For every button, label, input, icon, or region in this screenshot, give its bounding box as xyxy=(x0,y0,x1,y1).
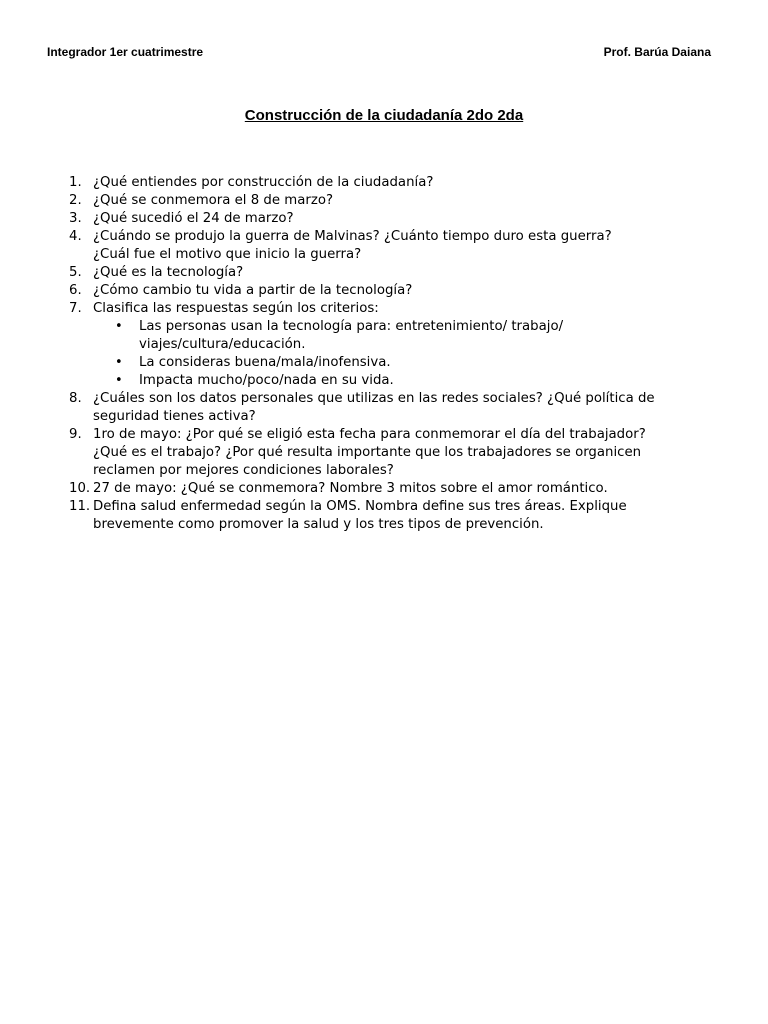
question-text: ¿Qué entiendes por construcción de la ciudadanía? xyxy=(93,175,434,190)
question-text: ¿Qué se conmemora el 8 de marzo? xyxy=(93,193,334,208)
bullet-text: Las personas usan la tecnología para: entretenimiento/ trabajo/ xyxy=(139,319,564,334)
bullet-item xyxy=(93,318,703,354)
question-text: reclamen por mejores condiciones laborales? xyxy=(93,463,394,478)
bullet-icon: • xyxy=(115,355,123,370)
list-item xyxy=(69,282,703,300)
bullet-text: viajes/cultura/educación. xyxy=(139,337,306,352)
list-item xyxy=(69,264,703,282)
list-number: 4. xyxy=(69,229,82,244)
question-text: ¿Qué sucedió el 24 de marzo? xyxy=(93,211,294,226)
bullet-list xyxy=(93,318,703,390)
question-text: ¿Qué es el trabajo? ¿Por qué resulta importante que los trabajadores se organicen xyxy=(93,445,642,460)
question-text: ¿Cuándo se produjo la guerra de Malvinas? ¿Cuánto tiempo duro esta guerra? xyxy=(93,229,612,244)
list-item xyxy=(69,174,703,192)
question-text: 1ro de mayo: ¿Por qué se eligió esta fecha para conmemorar el día del trabajador? xyxy=(93,427,646,442)
header-course: Integrador 1er cuatrimestre xyxy=(47,45,204,59)
question-text: ¿Cuál fue el motivo que inicio la guerra? xyxy=(93,247,362,262)
question-text: Clasifica las respuestas según los criterios: xyxy=(93,301,379,316)
page-title: Construcción de la ciudadanía 2do 2da xyxy=(244,107,524,124)
list-number: 9. xyxy=(69,427,82,442)
list-number: 8. xyxy=(69,391,82,406)
question-list xyxy=(69,174,703,534)
list-number: 5. xyxy=(69,265,82,280)
list-item xyxy=(69,426,703,480)
question-text: seguridad tienes activa? xyxy=(93,409,256,424)
bullet-icon: • xyxy=(115,319,123,334)
list-number: 3. xyxy=(69,211,82,226)
list-number: 7. xyxy=(69,301,82,316)
question-text: ¿Qué es la tecnología? xyxy=(93,265,244,280)
list-number: 11. xyxy=(69,499,91,514)
bullet-icon: • xyxy=(115,373,123,388)
list-item xyxy=(69,210,703,228)
list-number: 10. xyxy=(69,481,91,496)
header-teacher: Prof. Barúa Daiana xyxy=(603,45,711,59)
list-number: 2. xyxy=(69,193,82,208)
question-text: brevemente como promover la salud y los tres tipos de prevención. xyxy=(93,517,544,532)
list-number: 6. xyxy=(69,283,82,298)
bullet-text: La consideras buena/mala/inofensiva. xyxy=(139,355,391,370)
bullet-item xyxy=(93,354,703,372)
list-item xyxy=(69,498,703,534)
bullet-item xyxy=(93,372,703,390)
question-text: Defina salud enfermedad según la OMS. Nombra define sus tres áreas. Explique xyxy=(93,499,627,514)
list-number: 1. xyxy=(69,175,82,190)
list-item xyxy=(69,192,703,210)
list-item xyxy=(69,300,703,390)
list-item xyxy=(69,228,703,264)
list-item xyxy=(69,390,703,426)
question-text: ¿Cuáles son los datos personales que utilizas en las redes sociales? ¿Qué política de xyxy=(93,391,655,406)
list-item xyxy=(69,480,703,498)
bullet-text: Impacta mucho/poco/nada en su vida. xyxy=(139,373,394,388)
question-text: 27 de mayo: ¿Qué se conmemora? Nombre 3 mitos sobre el amor romántico. xyxy=(93,481,608,496)
question-text: ¿Cómo cambio tu vida a partir de la tecnología? xyxy=(93,283,413,298)
